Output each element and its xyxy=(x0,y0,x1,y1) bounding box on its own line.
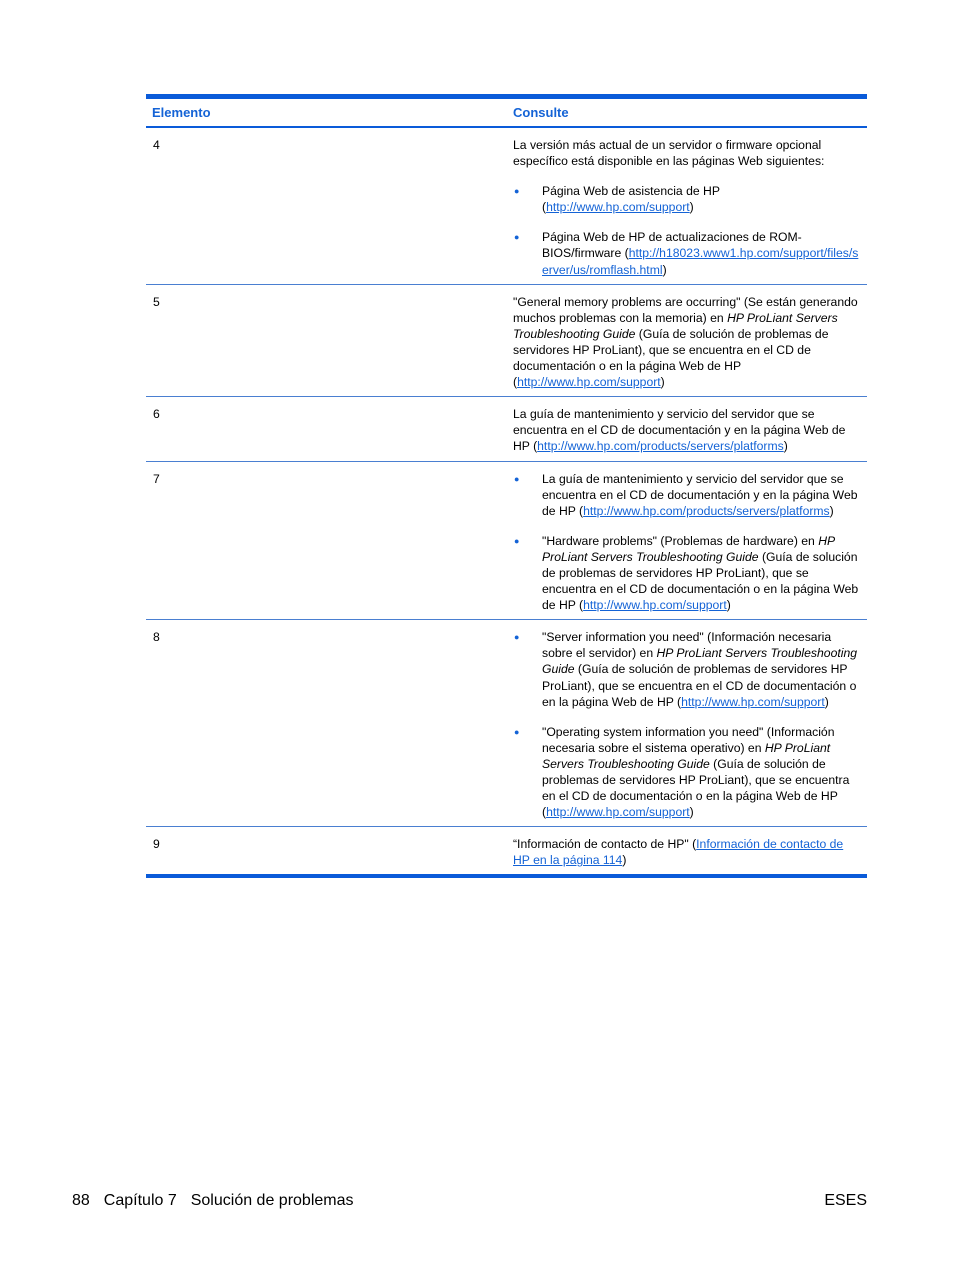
support-link[interactable]: http://www.hp.com/support xyxy=(517,375,661,390)
table-row-5 xyxy=(146,285,867,398)
platforms-link[interactable]: http://www.hp.com/products/servers/platforms xyxy=(583,503,830,518)
text-part: "Server information you need" (Información necesaria sobre el servidor) en xyxy=(542,630,832,661)
text-part: "General memory problems are occurring" (Se están generando muchos problemas con la memoria) en xyxy=(513,294,858,325)
intro-text: La versión más actual de un servidor o firmware opcional específico está disponible en las páginas Web siguientes: xyxy=(513,138,825,169)
text-part: La guía de mantenimiento y servicio del servidor que se encuentra en el CD de documentación y en la página Web de HP ( xyxy=(513,407,846,454)
list-item xyxy=(513,471,863,519)
text-part: La guía de mantenimiento y servicio del servidor que se encuentra en el CD de documentación y en la página Web de HP ( xyxy=(542,471,858,518)
row-content xyxy=(513,128,863,284)
platforms-link[interactable]: http://www.hp.com/products/servers/platforms xyxy=(537,439,784,454)
reference-table xyxy=(146,94,867,878)
row-number: 8 xyxy=(153,630,160,645)
guide-title: HP ProLiant Servers Troubleshooting Guide xyxy=(542,740,831,771)
guide-title: HP ProLiant Servers Troubleshooting Guide xyxy=(513,310,838,341)
row-content xyxy=(513,827,863,874)
text-part: ) xyxy=(726,598,731,613)
row-number: 5 xyxy=(153,294,160,309)
row-number: 6 xyxy=(153,407,160,422)
contact-link[interactable]: Información de contacto de HP en la página 114 xyxy=(513,837,844,868)
table-row-9 xyxy=(146,827,867,878)
guide-title: HP ProLiant Servers Troubleshooting Guide xyxy=(542,646,857,677)
text-part: ) xyxy=(829,503,834,518)
chapter-label: Capítulo 7 xyxy=(103,1192,177,1209)
row-text xyxy=(513,294,863,391)
row-number: 9 xyxy=(153,837,160,852)
text-part: “Información de contacto de HP" ( xyxy=(513,837,697,852)
row-content xyxy=(513,397,863,460)
table-row-7 xyxy=(146,462,867,621)
text-part: ) xyxy=(660,375,665,390)
row-content xyxy=(513,620,863,826)
text-part: ) xyxy=(622,853,627,868)
row-number: 7 xyxy=(153,471,160,486)
text-part: (Guía de solución de problemas de servidores HP ProLiant), que se encuentra en el CD de documentación o en la página Web de HP ( xyxy=(542,756,850,820)
list-item xyxy=(513,629,863,709)
list-item xyxy=(513,533,863,613)
row-content xyxy=(513,462,863,620)
support-link[interactable]: http://www.hp.com/support xyxy=(546,805,690,820)
header-consulte: Consulte xyxy=(513,105,569,120)
text-part: "Operating system information you need" (Información necesaria sobre el sistema operativo) en xyxy=(542,724,835,755)
table-row-8 xyxy=(146,620,867,827)
row-text xyxy=(513,836,863,868)
text-part: ) xyxy=(783,439,788,454)
support-link[interactable]: http://www.hp.com/support xyxy=(546,200,690,215)
item-text-end: ) xyxy=(662,262,667,277)
chapter-title: Solución de problemas xyxy=(190,1192,354,1209)
list-item xyxy=(513,724,863,821)
support-link[interactable]: http://www.hp.com/support xyxy=(583,598,727,613)
support-link[interactable]: http://www.hp.com/support xyxy=(681,694,825,709)
table-header xyxy=(146,94,867,128)
row-number: 4 xyxy=(153,138,160,152)
text-part: (Guía de solución de problemas de servidores HP ProLiant), que se encuentra en el CD de documentación o en la página Web de HP ( xyxy=(542,662,857,709)
text-part: "Hardware problems" (Problemas de hardware) en xyxy=(542,533,819,548)
text-part: (Guía de solución de problemas de servidores HP ProLiant), que se encuentra en el CD de documentación o en la página Web de HP ( xyxy=(542,549,859,613)
list-item xyxy=(513,229,863,277)
row-content xyxy=(513,285,863,397)
page-footer xyxy=(72,1192,354,1210)
guide-title: HP ProLiant Servers Troubleshooting Guide xyxy=(542,533,835,564)
list-item xyxy=(513,183,863,215)
item-text-end: ) xyxy=(689,200,694,215)
language-code: ESES xyxy=(824,1192,867,1209)
text-part: (Guía de solución de problemas de servidores HP ProLiant), que se encuentra en el CD de documentación o en la página Web de HP ( xyxy=(513,326,829,390)
table-row-4 xyxy=(146,128,867,285)
text-part: ) xyxy=(689,805,694,820)
text-part: ) xyxy=(824,694,829,709)
item-text: Página Web de asistencia de HP ( xyxy=(542,184,720,215)
item-text: Página Web de HP de actualizaciones de ROM-BIOS/firmware ( xyxy=(542,230,802,261)
table-row-6 xyxy=(146,397,867,461)
header-elemento: Elemento xyxy=(152,105,211,120)
page-number: 88 xyxy=(72,1192,90,1209)
row-text xyxy=(513,406,863,454)
romflash-link[interactable]: http://h18023.www1.hp.com/support/files/server/us/romflash.html xyxy=(542,246,859,277)
